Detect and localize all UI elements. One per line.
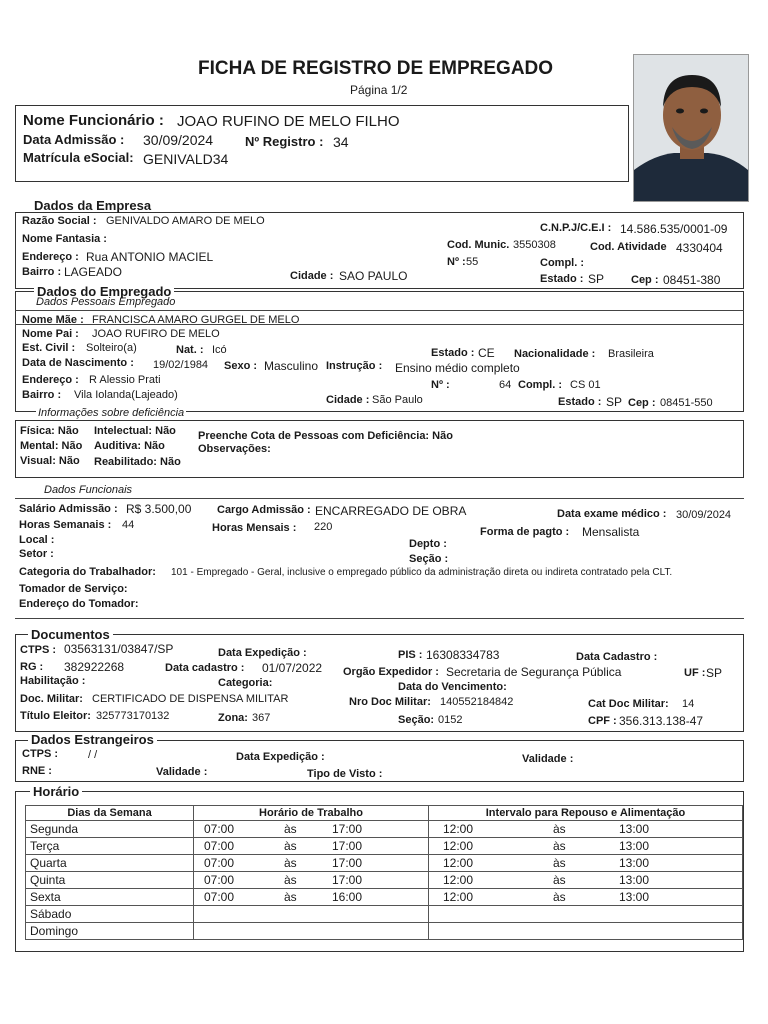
company-section-title: Dados da Empresa	[31, 199, 154, 212]
work-end: 17:00	[332, 839, 363, 853]
sex: Masculino	[264, 359, 319, 373]
license-category-label: Categoria:	[218, 677, 273, 689]
work-end: 17:00	[332, 856, 363, 870]
weekday-name: Quinta	[30, 873, 66, 887]
admission-date: 30/09/2024	[143, 132, 214, 148]
rne-label: RNE :	[22, 765, 52, 777]
job-title: ENCARREGADO DE OBRA	[315, 504, 467, 518]
break-as: às	[553, 839, 566, 853]
company-zip-label: Cep :	[631, 274, 659, 286]
education-label: Instrução :	[326, 360, 383, 372]
company-district-label: Bairro :	[22, 266, 62, 278]
employee-number-label: Nº :	[431, 379, 450, 391]
location-label: Local :	[19, 534, 55, 546]
company-zip: 08451-380	[663, 273, 721, 287]
break-end: 13:00	[619, 856, 650, 870]
work-hours-cell	[194, 855, 429, 872]
table-row	[26, 821, 743, 838]
work-hours-cell	[194, 889, 429, 906]
city-code-label: Cod. Munic.	[447, 239, 510, 251]
voter-section-label: Seção:	[398, 714, 435, 726]
birthplace-label: Nat. :	[176, 344, 204, 356]
uf-value: SP	[706, 666, 723, 680]
birth-state: CE	[478, 346, 495, 360]
employee-district-label: Bairro :	[22, 389, 62, 401]
pis-label: PIS :	[398, 649, 423, 661]
salary: R$ 3.500,00	[126, 502, 192, 516]
father-name-label: Nome Pai :	[22, 328, 79, 340]
ctps-label: CTPS :	[20, 644, 57, 656]
medical-exam-label: Data exame médico :	[557, 508, 667, 520]
foreign-issue-date-label: Data Expedição :	[236, 751, 325, 763]
break-hours-cell	[429, 889, 743, 906]
break-start: 12:00	[443, 839, 474, 853]
birthplace: Icó	[212, 344, 227, 356]
disability-hearing: Auditiva: Não	[94, 440, 165, 452]
weekday-cell	[26, 855, 194, 872]
voter-id-label: Título Eleitor:	[20, 710, 91, 722]
break-end: 13:00	[619, 890, 650, 904]
work-hours-cell	[194, 923, 429, 940]
job-divider	[15, 498, 744, 499]
employee-zip: 08451-550	[660, 397, 713, 409]
break-end: 13:00	[619, 822, 650, 836]
employee-city: São Paulo	[372, 394, 423, 406]
break-hours-cell	[429, 872, 743, 889]
foreign-ctps: / /	[88, 749, 98, 761]
cnpj-value: 14.586.535/0001-09	[620, 222, 728, 236]
expiry-date-label: Data do Vencimento:	[398, 681, 507, 693]
admission-date-label: Data Admissão :	[23, 132, 125, 147]
foreign-validity-label: Validade :	[522, 753, 574, 765]
esocial-value: GENIVALD34	[143, 151, 229, 167]
break-hours-cell	[429, 923, 743, 940]
break-hours-cell	[429, 906, 743, 923]
foreign-section-title: Dados Estrangeiros	[28, 733, 157, 746]
father-name: JOAO RUFIRO DE MELO	[92, 328, 220, 340]
break-as: às	[553, 890, 566, 904]
work-hours-cell	[194, 821, 429, 838]
military-doc-label: Doc. Militar:	[20, 693, 83, 705]
break-hours-cell	[429, 821, 743, 838]
weekly-hours: 44	[122, 519, 135, 531]
voter-zone: 367	[252, 712, 271, 724]
work-start: 07:00	[204, 822, 235, 836]
company-number: 55	[466, 256, 479, 268]
table-row	[26, 889, 743, 906]
page-number: Página 1/2	[350, 83, 408, 97]
employee-name-label: Nome Funcionário :	[23, 112, 164, 129]
rg-number: 382922268	[64, 660, 125, 674]
nationality: Brasileira	[608, 348, 654, 360]
employee-section-title: Dados do Empregado	[34, 285, 174, 298]
service-taker-label: Tomador de Serviço:	[19, 583, 128, 595]
weekly-hours-label: Horas Semanais :	[19, 519, 112, 531]
voter-zone-label: Zona:	[218, 712, 248, 724]
employee-district: Vila Iolanda(Lajeado)	[74, 389, 178, 401]
weekday-name: Quarta	[30, 856, 67, 870]
break-start: 12:00	[443, 873, 474, 887]
work-as: às	[284, 822, 297, 836]
rne-validity-label: Validade :	[156, 766, 208, 778]
rg-registration-date: 01/07/2022	[262, 661, 323, 675]
work-hours-cell	[194, 838, 429, 855]
city-code: 3550308	[513, 239, 556, 251]
employee-state-label: Estado :	[558, 396, 602, 408]
weekday-cell	[26, 889, 194, 906]
birth-date-label: Data de Nascimento :	[22, 357, 134, 369]
issuing-body-label: Orgão Expedidor :	[343, 666, 439, 678]
marital-status-label: Est. Civil :	[22, 342, 76, 354]
documents-section-title: Documentos	[28, 628, 113, 641]
weekday-name: Sexta	[30, 890, 61, 904]
break-start: 12:00	[443, 822, 474, 836]
employee-photo-image	[634, 55, 748, 201]
voter-section: 0152	[438, 714, 463, 726]
schedule-section-title: Horário	[30, 785, 82, 798]
mother-name: FRANCISCA AMARO GURGEL DE MELO	[92, 314, 300, 326]
disability-quota: Preenche Cota de Pessoas com Deficiência: Não	[198, 430, 453, 442]
registration-number: 34	[333, 134, 349, 150]
salary-label: Salário Admissão :	[19, 503, 118, 515]
activity-code-label: Cod. Atividade	[590, 241, 667, 253]
disability-physical: Física: Não	[20, 425, 79, 437]
employee-photo	[633, 54, 749, 202]
work-end: 17:00	[332, 822, 363, 836]
work-start: 07:00	[204, 856, 235, 870]
military-category-label: Cat Doc Militar:	[588, 698, 669, 710]
work-as: às	[284, 873, 297, 887]
weekday-cell	[26, 872, 194, 889]
break-start: 12:00	[443, 856, 474, 870]
military-category: 14	[682, 698, 695, 710]
table-row	[26, 855, 743, 872]
payment-method: Mensalista	[582, 525, 640, 539]
activity-code: 4330404	[676, 241, 723, 255]
company-address-label: Endereço :	[22, 251, 79, 263]
weekday-name: Segunda	[30, 822, 79, 836]
job-title-label: Cargo Admissão :	[217, 504, 311, 516]
cnpj-label: C.N.P.J/C.E.I :	[540, 222, 612, 234]
break-hours-cell	[429, 855, 743, 872]
foreign-ctps-label: CTPS :	[22, 748, 59, 760]
employee-address: R Alessio Prati	[89, 374, 161, 386]
work-start: 07:00	[204, 839, 235, 853]
mother-divider	[15, 324, 744, 325]
issuing-body: Secretaria de Segurança Pública	[446, 665, 622, 679]
table-row	[26, 923, 743, 940]
work-as: às	[284, 890, 297, 904]
monthly-hours: 220	[314, 521, 333, 533]
weekday-column-header: Dias da Semana	[26, 806, 194, 821]
company-number-label: Nº :	[447, 256, 466, 268]
esocial-label: Matrícula eSocial:	[23, 150, 134, 165]
worker-category: 101 - Empregado - Geral, inclusive o empregado público da administração direta ou indireta contratado pela CLT.	[171, 567, 673, 578]
employee-address-label: Endereço :	[22, 374, 79, 386]
weekday-name: Sábado	[30, 907, 72, 921]
employee-number: 64	[499, 379, 512, 391]
company-address: Rua ANTONIO MACIEL	[86, 250, 214, 264]
break-end: 13:00	[619, 839, 650, 853]
disability-section-title: Informações sobre deficiência	[38, 407, 185, 419]
weekday-name: Domingo	[30, 924, 79, 938]
employee-zip-label: Cep :	[628, 397, 656, 409]
schedule-table	[25, 805, 743, 940]
payment-method-label: Forma de pagto :	[480, 526, 570, 538]
personal-data-divider	[15, 310, 744, 311]
birth-state-label: Estado :	[431, 347, 475, 359]
military-doc: CERTIFICADO DE DISPENSA MILITAR	[92, 693, 289, 705]
company-city: SAO PAULO	[339, 269, 408, 283]
break-start: 12:00	[443, 890, 474, 904]
document-title: FICHA DE REGISTRO DE EMPREGADO	[198, 58, 554, 79]
table-row	[26, 906, 743, 923]
break-as: às	[553, 856, 566, 870]
uf-label: UF :	[684, 667, 706, 679]
company-complement-label: Compl. :	[540, 257, 584, 269]
marital-status: Solteiro(a)	[86, 342, 137, 354]
military-doc-number: 140552184842	[440, 696, 514, 708]
disability-rehabilitated: Reabilitado: Não	[94, 456, 181, 468]
military-doc-number-label: Nro Doc Militar:	[349, 696, 431, 708]
personal-data-subtitle: Dados Pessoais Empregado	[36, 296, 176, 308]
rg-label: RG :	[20, 661, 44, 673]
work-end: 17:00	[332, 873, 363, 887]
company-city-label: Cidade :	[290, 270, 334, 282]
job-bottom-divider	[15, 618, 744, 619]
work-as: às	[284, 856, 297, 870]
work-hours-cell	[194, 872, 429, 889]
department-label: Depto :	[409, 538, 447, 550]
registration-date-label: Data Cadastro :	[576, 651, 658, 663]
job-section-title: Dados Funcionais	[44, 484, 133, 496]
employee-state: SP	[606, 395, 623, 409]
employee-complement-label: Compl. :	[518, 379, 562, 391]
company-district: LAGEADO	[64, 265, 123, 279]
disability-mental: Mental: Não	[20, 440, 83, 452]
company-state: SP	[588, 272, 605, 286]
ctps-number: 03563131/03847/SP	[64, 642, 174, 656]
break-as: às	[553, 873, 566, 887]
break-as: às	[553, 822, 566, 836]
weekday-cell	[26, 906, 194, 923]
issue-date-label: Data Expedição :	[218, 647, 307, 659]
nationality-label: Nacionalidade :	[514, 348, 596, 360]
work-hours-cell	[194, 906, 429, 923]
pis-number: 16308334783	[426, 648, 500, 662]
company-name: GENIVALDO AMARO DE MELO	[106, 215, 265, 227]
trade-name-label: Nome Fantasia :	[22, 233, 107, 245]
weekday-cell	[26, 821, 194, 838]
worker-category-label: Categoria do Trabalhador:	[19, 566, 156, 578]
license-label: Habilitação :	[20, 675, 86, 687]
rg-registration-date-label: Data cadastro :	[165, 662, 245, 674]
cpf-number: 356.313.138-47	[619, 714, 704, 728]
sector-label: Setor :	[19, 548, 54, 560]
company-name-label: Razão Social :	[22, 215, 97, 227]
break-column-header: Intervalo para Repouso e Alimentação	[429, 806, 743, 821]
work-as: às	[284, 839, 297, 853]
work-end: 16:00	[332, 890, 363, 904]
section-label: Seção :	[409, 553, 449, 565]
education: Ensino médio completo	[395, 361, 520, 375]
service-taker-address-label: Endereço do Tomador:	[19, 598, 139, 610]
work-hours-column-header: Horário de Trabalho	[194, 806, 429, 821]
mother-name-label: Nome Mãe :	[22, 314, 84, 326]
company-state-label: Estado :	[540, 273, 584, 285]
employee-complement: CS 01	[570, 379, 601, 391]
table-row	[26, 872, 743, 889]
work-start: 07:00	[204, 890, 235, 904]
disability-visual: Visual: Não	[20, 455, 80, 467]
break-hours-cell	[429, 838, 743, 855]
break-end: 13:00	[619, 873, 650, 887]
monthly-hours-label: Horas Mensais :	[212, 522, 297, 534]
visa-type-label: Tipo de Visto :	[307, 768, 383, 780]
employee-name: JOAO RUFINO DE MELO FILHO	[177, 113, 400, 130]
sex-label: Sexo :	[224, 360, 258, 372]
weekday-name: Terça	[30, 839, 60, 853]
disability-intellectual: Intelectual: Não	[94, 425, 176, 437]
medical-exam-date: 30/09/2024	[676, 509, 732, 521]
cpf-label: CPF :	[588, 715, 617, 727]
voter-id: 325773170132	[96, 710, 170, 722]
weekday-cell	[26, 838, 194, 855]
weekday-cell	[26, 923, 194, 940]
birth-date: 19/02/1984	[153, 359, 209, 371]
employee-city-label: Cidade :	[326, 394, 370, 406]
work-start: 07:00	[204, 873, 235, 887]
schedule-header-row	[26, 806, 743, 821]
table-row	[26, 838, 743, 855]
disability-observations: Observações:	[198, 443, 271, 455]
registration-number-label: Nº Registro :	[245, 134, 324, 149]
